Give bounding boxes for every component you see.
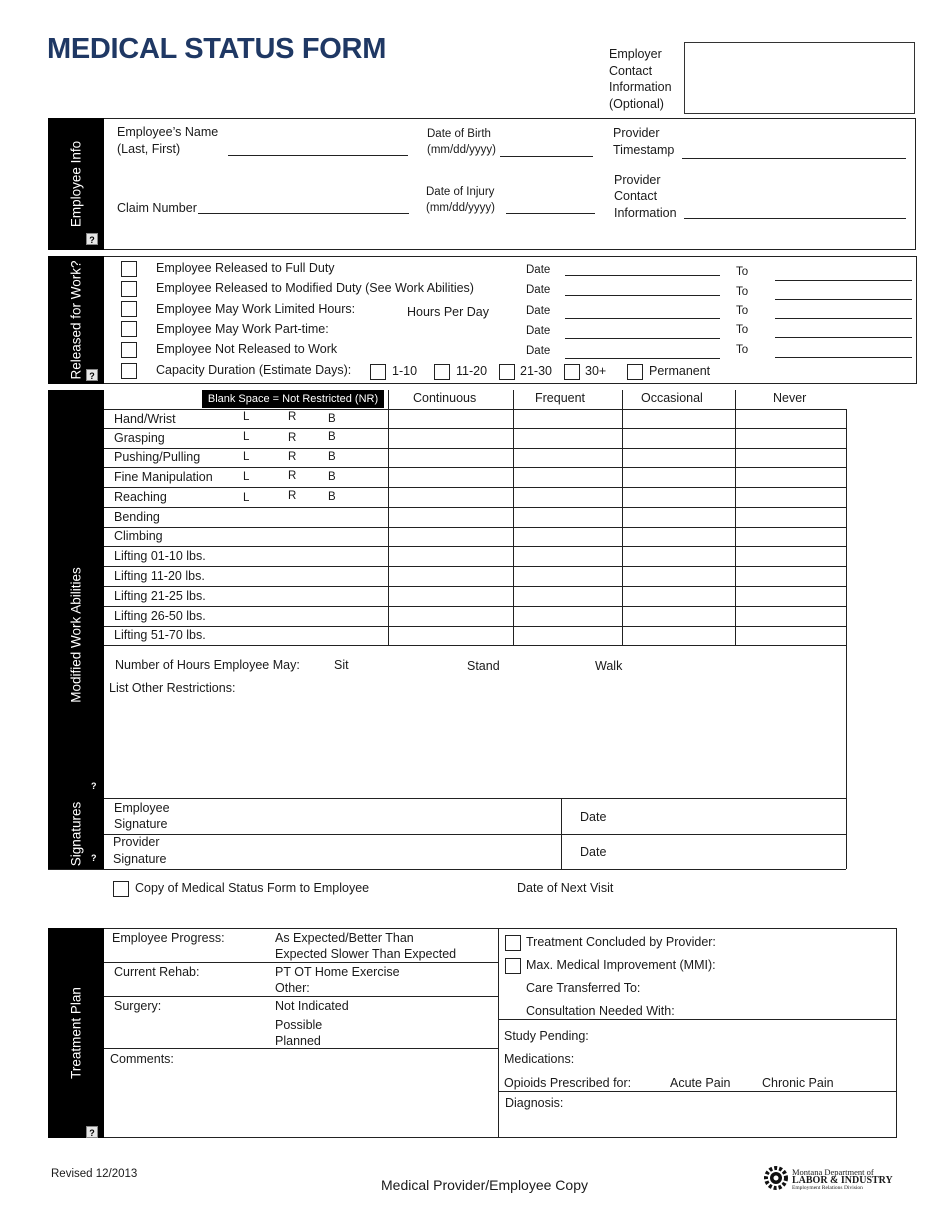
employer-label-line: Employer <box>609 47 662 61</box>
left-option[interactable]: L <box>243 471 250 483</box>
treatment-side-label: Treatment Plan <box>68 987 84 1079</box>
provider-signature-label: Signature <box>113 852 167 866</box>
help-icon[interactable]: ? <box>86 369 98 381</box>
other-restrictions-field[interactable] <box>108 698 838 794</box>
employee-info-side-panel <box>48 118 104 250</box>
dob-field[interactable] <box>500 156 593 157</box>
surgery-label: Surgery: <box>114 999 162 1013</box>
progress-option[interactable]: As Expected/Better Than <box>275 931 414 945</box>
grid-line <box>622 390 623 646</box>
progress-option[interactable]: Expected Slower Than Expected <box>275 947 457 961</box>
capacity-21-30-checkbox[interactable] <box>499 364 515 380</box>
rehab-other-label[interactable]: Other: <box>275 981 310 995</box>
provider-timestamp-sublabel: Timestamp <box>613 143 675 157</box>
left-option[interactable]: L <box>243 411 250 423</box>
rehab-option[interactable]: PT OT Home Exercise <box>275 965 400 979</box>
provider-contact-field[interactable] <box>684 218 906 219</box>
grid-line <box>735 390 736 646</box>
both-option[interactable]: B <box>328 451 336 463</box>
ability-row-label: Fine Manipulation <box>114 470 213 484</box>
date-field[interactable] <box>565 358 720 359</box>
dob-format-label: (mm/dd/yyyy) <box>427 144 496 156</box>
to-label: To <box>736 305 749 317</box>
doi-format-label: (mm/dd/yyyy) <box>426 202 495 214</box>
help-icon[interactable]: ? <box>91 853 97 863</box>
capacity-option-label: 21-30 <box>520 364 552 378</box>
ability-row-label: Bending <box>114 510 160 524</box>
progress-label: Employee Progress: <box>112 931 225 945</box>
logo-text-3: Employment Relations Division <box>792 1185 863 1191</box>
not-released-checkbox[interactable] <box>121 342 137 358</box>
not-restricted-note: Blank Space = Not Restricted (NR) <box>202 390 384 408</box>
modified-duty-checkbox[interactable] <box>121 281 137 297</box>
to-field[interactable] <box>775 280 912 281</box>
both-option[interactable]: B <box>328 471 336 483</box>
acute-pain-option[interactable]: Acute Pain <box>670 1076 731 1090</box>
limited-hours-checkbox[interactable] <box>121 301 137 317</box>
column-header-frequent: Frequent <box>535 391 586 405</box>
treatment-side-panel <box>48 928 104 1138</box>
next-visit-label: Date of Next Visit <box>517 881 614 895</box>
employee-name-field[interactable] <box>228 155 408 156</box>
ability-row-label: Lifting 51-70 lbs. <box>114 628 206 642</box>
chronic-pain-option[interactable]: Chronic Pain <box>762 1076 834 1090</box>
surgery-option[interactable]: Planned <box>275 1034 321 1048</box>
employee-date-label: Date <box>580 810 607 824</box>
employer-label-line: (Optional) <box>609 96 664 111</box>
capacity-30-plus-checkbox[interactable] <box>564 364 580 380</box>
provider-contact-label: Information <box>614 206 677 220</box>
full-duty-checkbox[interactable] <box>121 261 137 277</box>
date-field[interactable] <box>565 275 720 276</box>
grid-line <box>561 798 562 869</box>
column-header-never: Never <box>773 391 807 405</box>
to-label: To <box>736 324 749 336</box>
right-option[interactable]: R <box>288 490 297 502</box>
part-time-label: Employee May Work Part-time: <box>156 322 329 336</box>
logo-text-2: LABOR & INDUSTRY <box>792 1175 893 1186</box>
help-icon[interactable]: ? <box>91 781 97 791</box>
date-label: Date <box>526 325 551 337</box>
grid-line <box>104 798 846 799</box>
study-pending-label: Study Pending: <box>504 1029 589 1043</box>
employer-contact-label <box>609 46 672 112</box>
right-option[interactable]: R <box>288 432 297 444</box>
grid-line <box>846 409 847 869</box>
provider-signature-field[interactable] <box>180 836 558 867</box>
capacity-option-label: 30+ <box>585 364 607 378</box>
both-option[interactable]: B <box>328 491 336 503</box>
employer-label-line: Contact <box>609 63 653 78</box>
grid-line <box>48 869 846 870</box>
diagnosis-label: Diagnosis: <box>505 1096 564 1110</box>
to-field[interactable] <box>775 299 912 300</box>
provider-date-label: Date <box>580 845 607 859</box>
grid-line <box>104 996 498 997</box>
logo-text-1: Montana Department of <box>792 1167 874 1177</box>
walk-label: Walk <box>595 659 623 673</box>
date-label: Date <box>526 345 551 357</box>
employee-info-side-label: Employee Info <box>68 140 84 228</box>
date-field[interactable] <box>565 318 720 319</box>
right-option[interactable]: R <box>288 411 297 423</box>
ability-row-label: Lifting 01-10 lbs. <box>114 549 206 563</box>
provider-contact-label: Contact <box>614 189 658 203</box>
provider-timestamp-label: Provider <box>613 126 660 140</box>
treatment-concluded-checkbox[interactable] <box>505 935 521 951</box>
copy-designation: Medical Provider/Employee Copy <box>381 1177 588 1193</box>
column-header-occasional: Occasional <box>641 391 703 405</box>
signatures-side-label: Signatures <box>68 801 84 866</box>
grid-line <box>104 1048 498 1049</box>
care-transferred-label: Care Transferred To: <box>526 981 641 995</box>
mmi-label: Max. Medical Improvement (MMI): <box>526 958 716 972</box>
capacity-label: Capacity Duration (Estimate Days): <box>156 363 352 377</box>
abilities-side-label: Modified Work Abilities <box>68 567 84 703</box>
treatment-concluded-label: Treatment Concluded by Provider: <box>526 935 716 949</box>
employer-label-line: Information <box>609 80 672 94</box>
both-option[interactable]: B <box>328 413 336 425</box>
medications-label: Medications: <box>504 1052 575 1066</box>
provider-contact-label: Provider <box>614 173 661 187</box>
date-field[interactable] <box>565 295 720 296</box>
ability-row-label: Grasping <box>114 431 165 445</box>
other-restrictions-label: List Other Restrictions: <box>109 681 236 695</box>
claim-number-field[interactable] <box>198 213 409 214</box>
employee-name-label: Employee’s Name <box>117 125 219 139</box>
capacity-option-label: 11-20 <box>456 364 488 378</box>
ability-row-label: Reaching <box>114 490 167 504</box>
grid-line <box>498 928 499 1138</box>
full-duty-label: Employee Released to Full Duty <box>156 261 335 275</box>
capacity-option-label: 1-10 <box>392 364 418 378</box>
gear-seal-icon <box>763 1164 789 1192</box>
date-label: Date <box>526 284 551 296</box>
capacity-permanent-checkbox[interactable] <box>627 364 643 380</box>
employee-signature-label: Employee <box>114 801 170 815</box>
copy-to-employee-label: Copy of Medical Status Form to Employee <box>135 881 370 895</box>
mmi-checkbox[interactable] <box>505 958 521 974</box>
signatures-side-panel <box>48 798 104 869</box>
opioids-label: Opioids Prescribed for: <box>504 1076 632 1090</box>
doi-label: Date of Injury <box>426 186 495 198</box>
date-label: Date <box>526 305 551 317</box>
provider-signature-label: Provider <box>113 835 160 849</box>
capacity-1-10-checkbox[interactable] <box>370 364 386 380</box>
stand-label: Stand <box>467 659 500 673</box>
date-label: Date <box>526 264 551 276</box>
rehab-label: Current Rehab: <box>114 965 200 979</box>
to-field[interactable] <box>775 318 912 319</box>
to-field[interactable] <box>775 357 912 358</box>
ability-row-label: Lifting 21-25 lbs. <box>114 589 206 603</box>
hours-per-day-label: Hours Per Day <box>407 305 489 319</box>
column-header-continuous: Continuous <box>413 391 477 405</box>
limited-hours-label: Employee May Work Limited Hours: <box>156 302 356 316</box>
part-time-checkbox[interactable] <box>121 321 137 337</box>
ability-row-label: Climbing <box>114 529 163 543</box>
ability-row-label: Lifting 11-20 lbs. <box>114 569 205 583</box>
provider-timestamp-field[interactable] <box>682 158 906 159</box>
doi-field[interactable] <box>506 213 595 214</box>
date-field[interactable] <box>565 338 720 339</box>
capacity-option-label: Permanent <box>649 364 711 378</box>
released-side-label: Released for Work? <box>68 260 84 380</box>
grid-line <box>104 962 498 963</box>
employee-signature-field[interactable] <box>180 800 558 832</box>
comments-label: Comments: <box>110 1052 174 1066</box>
help-icon[interactable]: ? <box>86 1126 98 1138</box>
left-option[interactable]: L <box>243 492 250 504</box>
both-option[interactable]: B <box>328 431 336 443</box>
revised-date: Revised 12/2013 <box>51 1168 138 1180</box>
ability-row-label: Pushing/Pulling <box>114 450 201 464</box>
grid-line <box>513 390 514 646</box>
right-option[interactable]: R <box>288 451 297 463</box>
to-field[interactable] <box>775 337 912 338</box>
not-released-label: Employee Not Released to Work <box>156 342 338 356</box>
grid-line <box>498 1019 897 1020</box>
surgery-option[interactable]: Not Indicated <box>275 999 349 1013</box>
grid-line <box>498 1091 897 1092</box>
sit-label: Sit <box>334 658 349 672</box>
right-option[interactable]: R <box>288 470 297 482</box>
copy-to-employee-checkbox[interactable] <box>113 881 129 897</box>
employee-signature-label: Signature <box>114 817 168 831</box>
released-side-panel <box>48 256 104 384</box>
to-label: To <box>736 344 749 356</box>
page-title: MEDICAL STATUS FORM <box>47 33 387 65</box>
grid-line <box>104 834 846 835</box>
employee-name-sublabel: (Last, First) <box>117 142 181 156</box>
to-label: To <box>736 266 749 278</box>
capacity-checkbox[interactable] <box>121 363 137 379</box>
hours-label: Number of Hours Employee May: <box>115 658 300 672</box>
dob-label: Date of Birth <box>427 128 491 140</box>
ability-row-label: Hand/Wrist <box>114 412 176 426</box>
modified-duty-label: Employee Released to Modified Duty (See Work Abilities) <box>156 281 474 295</box>
left-option[interactable]: L <box>243 431 250 443</box>
claim-number-label: Claim Number <box>117 201 197 215</box>
left-option[interactable]: L <box>243 451 250 463</box>
abilities-side-panel <box>48 390 104 798</box>
grid-line <box>388 390 389 646</box>
consultation-label: Consultation Needed With: <box>526 1004 675 1018</box>
surgery-option[interactable]: Possible <box>275 1018 323 1032</box>
comments-field[interactable] <box>108 1068 494 1134</box>
ability-row-label: Lifting 26-50 lbs. <box>114 609 206 623</box>
employer-contact-field[interactable] <box>684 42 915 114</box>
capacity-11-20-checkbox[interactable] <box>434 364 450 380</box>
to-label: To <box>736 286 749 298</box>
help-icon[interactable]: ? <box>86 233 98 245</box>
